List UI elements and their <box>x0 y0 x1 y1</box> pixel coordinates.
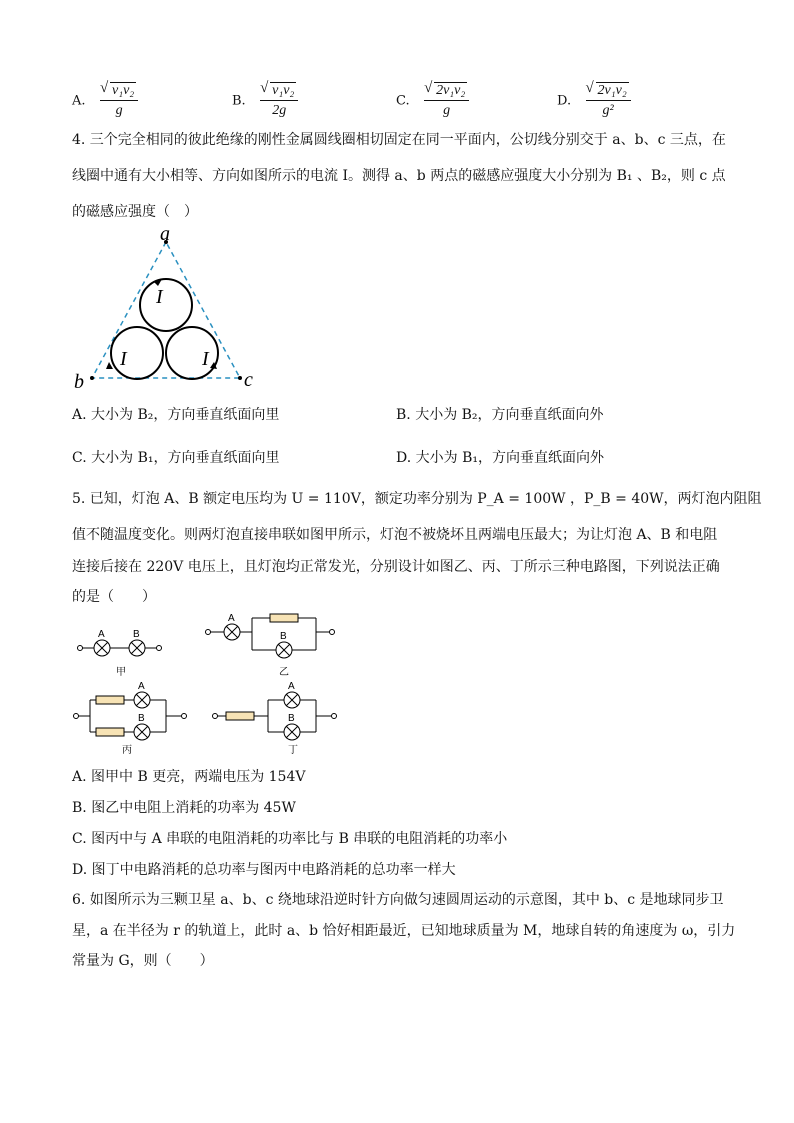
q4-option-b: B. 大小为 B₂，方向垂直纸面向外 <box>396 407 604 423</box>
coil-right <box>166 327 218 379</box>
q5-stem-line-1: 5. 已知，灯泡 A、B 额定电压均为 U = 110V，额定功率分别为 P_A = 100W ，P_B = 40W，两灯泡内阻阻 <box>72 491 762 507</box>
q4-stem-line-1: 4. 三个完全相同的彼此绝缘的刚性金属圆线圈相切固定在同一平面内，公切线分别交于 a、b、c 三点，在 <box>72 132 726 148</box>
q4-stem-line-2: 线圈中通有大小相等、方向如图所示的电流 I。测得 a、b 两点的磁感应强度大小分别为 B₁ 、B₂，则 c 点 <box>72 168 726 184</box>
sqrt-expression: √ 2v₁v₂ <box>434 82 467 99</box>
sqrt-expression: √ v₁v₂ <box>110 82 136 99</box>
q4-stem-line-3: 的磁感应强度（ ） <box>72 204 198 220</box>
lamp-a-label: A <box>288 681 295 692</box>
coil-top <box>140 279 192 331</box>
lamp-b-label: B <box>133 629 140 640</box>
point-b <box>90 376 94 380</box>
q3-option-d: D. √ $\frac{\text{2v₁v₂}}{\text{g²}}$ <box>557 82 631 119</box>
figure-label-ding: 丁 <box>288 745 298 756</box>
q3-option-b: B. √ $\frac{\text{v₁v₂}}{2g}$ <box>232 82 298 119</box>
circuit-diagrams <box>72 610 352 758</box>
current-label: I <box>120 348 127 370</box>
label-a: a <box>160 223 170 245</box>
figure-label-yi: 乙 <box>279 667 289 678</box>
q5-option-d: D. 图丁中电路消耗的总功率与图丙中电路消耗的总功率一样大 <box>72 862 456 878</box>
q4-option-a: A. 大小为 B₂，方向垂直纸面向里 <box>72 407 280 423</box>
sqrt-expression: √ v₁v₂ <box>270 82 296 99</box>
lamp-b-label: B <box>280 631 287 642</box>
q3-option-a: A. √ $\frac{\text{v₁v₂}}{g}$ <box>72 82 138 119</box>
figure-label-bing: 丙 <box>122 745 132 756</box>
lamp-a-label: A <box>228 613 235 624</box>
three-coils-figure <box>72 222 272 394</box>
point-c <box>238 376 242 380</box>
label-b: b <box>74 371 84 393</box>
q3-option-c: C. √ $\frac{\text{2v₁v₂}}{g}$ <box>396 82 469 119</box>
lamp-a-label: A <box>138 681 145 692</box>
q6-stem-line-2: 星，a 在半径为 r 的轨道上，此时 a、b 恰好相距最近，已知地球质量为 M，地球自转的角速度为 ω，引力 <box>72 923 736 939</box>
coil-left <box>111 327 163 379</box>
q6-stem-line-1: 6. 如图所示为三颗卫星 a、b、c 绕地球沿逆时针方向做匀速圆周运动的示意图，其中 b、c 是地球同步卫 <box>72 892 724 908</box>
q5-stem-line-2: 值不随温度变化。则两灯泡直接串联如图甲所示，灯泡不被烧坏且两端电压最大；为让灯泡 A、B 和电阻 <box>72 527 718 543</box>
q4-option-c: C. 大小为 B₁，方向垂直纸面向里 <box>72 450 280 466</box>
label-c: c <box>244 369 253 391</box>
lamp-b-label: B <box>138 713 145 724</box>
figure-label-jia: 甲 <box>116 667 126 678</box>
q5-stem-line-3: 连接后接在 220V 电压上，且灯泡均正常发光，分别设计如图乙、丙、丁所示三种电路图，下列说法正确 <box>72 559 720 575</box>
q5-option-c: C. 图丙中与 A 串联的电阻消耗的功率比与 B 串联的电阻消耗的功率小 <box>72 831 508 847</box>
q5-stem-line-4: 的是（ ） <box>72 589 156 605</box>
lamp-a-label: A <box>98 629 105 640</box>
q5-option-a: A. 图甲中 B 更亮，两端电压为 154V <box>72 769 306 785</box>
lamp-b-label: B <box>288 713 295 724</box>
current-label: I <box>156 286 163 308</box>
q5-option-b: B. 图乙中电阻上消耗的功率为 45W <box>72 800 296 816</box>
sqrt-expression: √ 2v₁v₂ <box>596 82 629 99</box>
q6-stem-line-3: 常量为 G，则（ ） <box>72 953 214 969</box>
q4-option-d: D. 大小为 B₁，方向垂直纸面向外 <box>396 450 604 466</box>
current-label: I <box>202 348 209 370</box>
